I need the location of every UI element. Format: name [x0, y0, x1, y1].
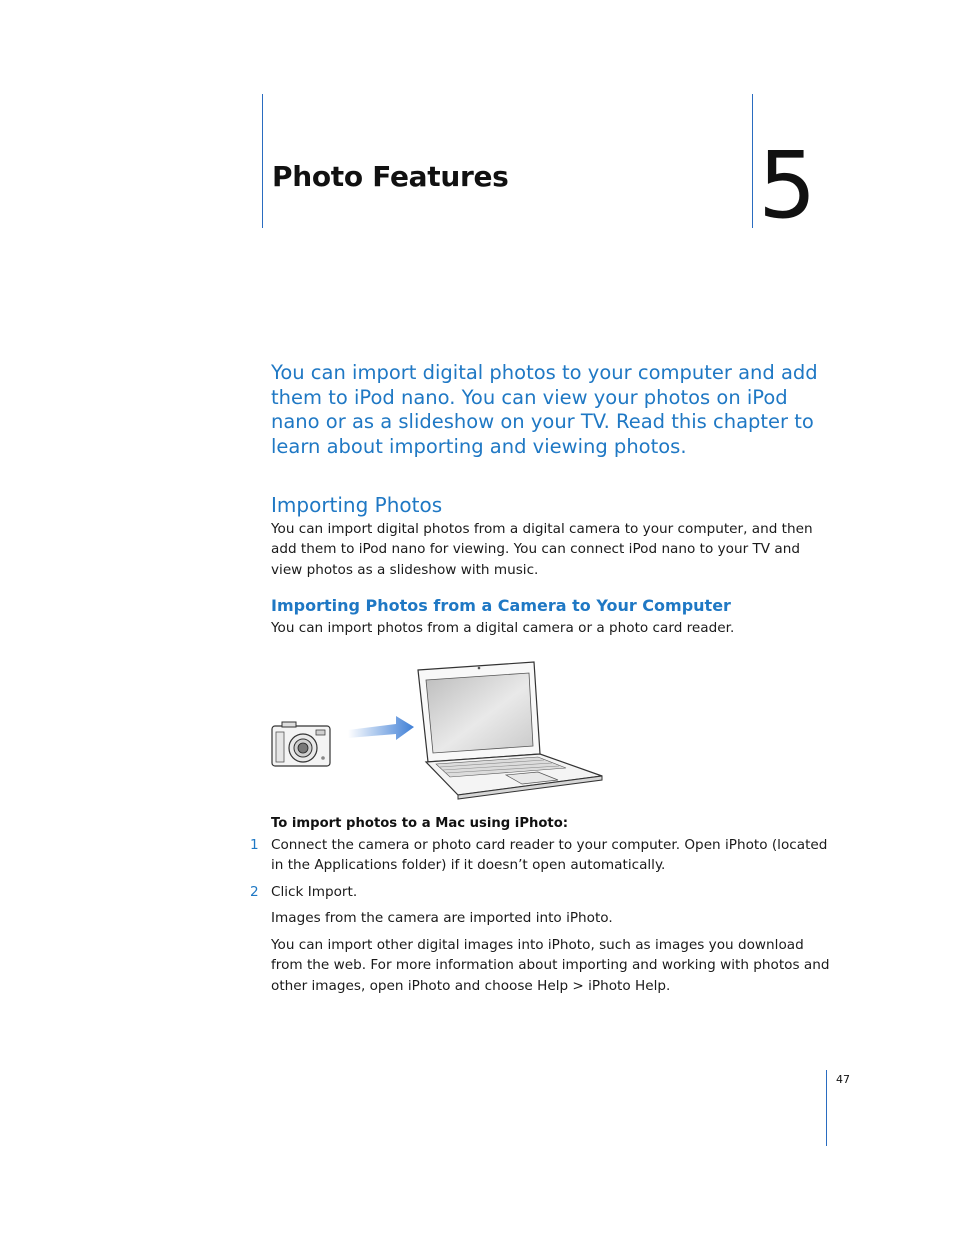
camera-to-computer-illustration [268, 658, 608, 800]
section-body: You can import digital photos from a digital camera to your computer, and then add them to iPod nano for viewing. You can connect iPod nano to your TV and view photos as a slideshow with music. [271, 521, 813, 578]
camera-icon [272, 722, 330, 766]
page-number: 47 [836, 1073, 850, 1086]
procedure-lead: To import photos to a Mac using iPhoto: [271, 816, 569, 831]
section-heading: Importing Photos [271, 493, 443, 517]
chapter-rule-right [752, 94, 753, 228]
chapter-rule-left [262, 94, 263, 228]
subsection-body: You can import photos from a digital camera or a photo card reader. [271, 620, 735, 636]
chapter-number: 5 [758, 132, 817, 239]
chapter-title: Photo Features [272, 160, 509, 193]
chapter-intro: You can import digital photos to your computer and add them to iPod nano. You can view your photos on iPod nano or as a slideshow on your TV. Read this chapter to learn about importing and viewing photos. [271, 361, 818, 458]
page-number-rule [826, 1070, 827, 1146]
laptop-icon [418, 662, 602, 799]
procedure-note: You can import other digital images into iPhoto, such as images you download from the web. For more information about importing and working with photos and other images, open iPhoto and choose Help > iPhoto Help. [271, 937, 830, 994]
step-text: Click Import. [271, 884, 358, 900]
subsection-heading: Importing Photos from a Camera to Your Computer [271, 596, 731, 615]
step-text: Connect the camera or photo card reader to your computer. Open iPhoto (located in the Applications folder) if it doesn’t open automatically. [271, 837, 828, 874]
step-number: 2 [250, 884, 259, 900]
arrow-right-icon [348, 716, 414, 740]
step-number: 1 [250, 837, 259, 853]
procedure-result: Images from the camera are imported into iPhoto. [271, 910, 613, 926]
